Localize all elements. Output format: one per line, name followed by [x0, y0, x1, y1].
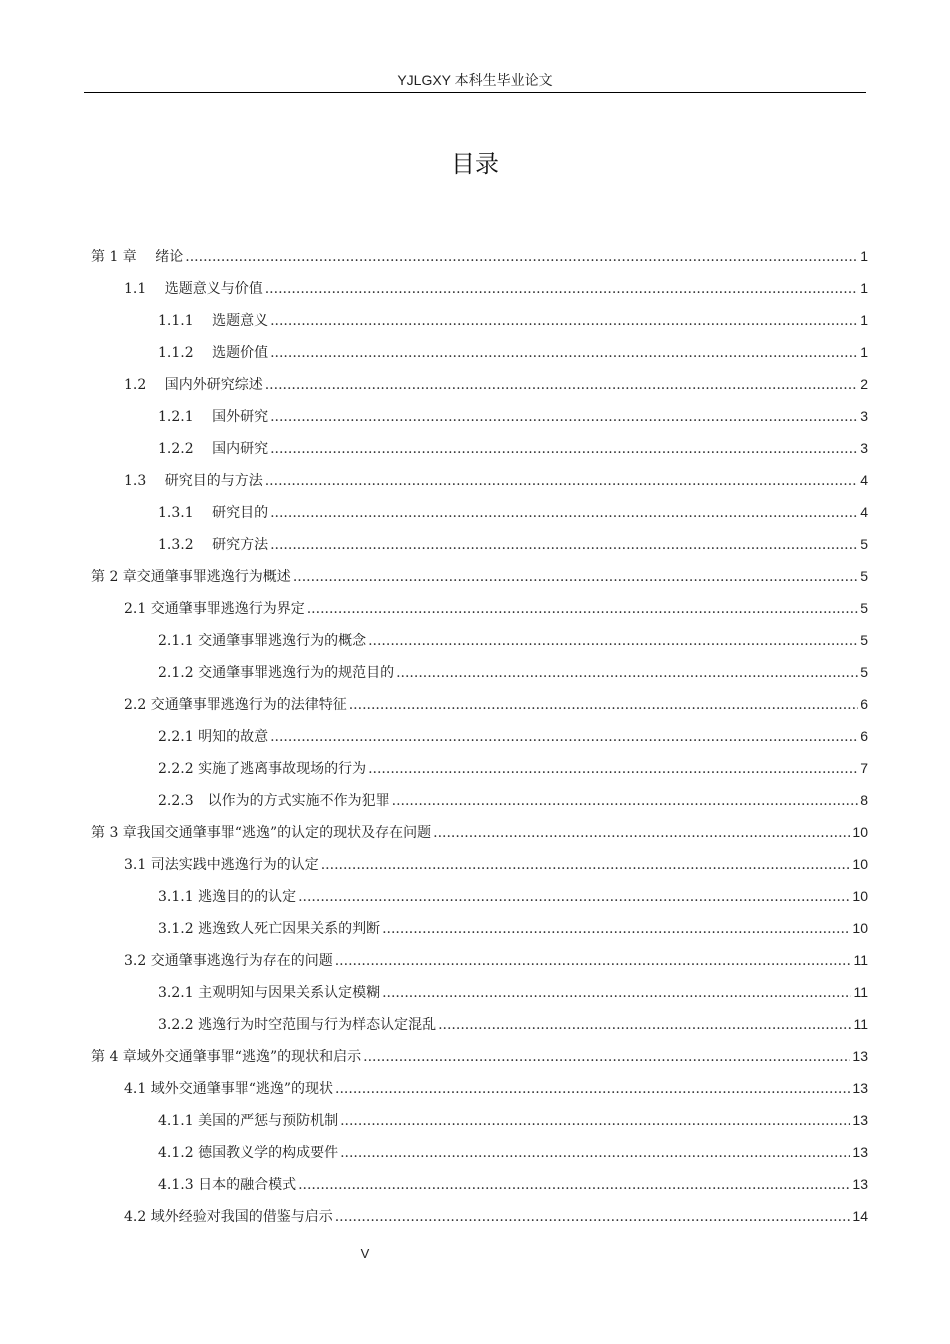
toc-entry-label: 4.2 域外经验对我国的借鉴与启示	[124, 1209, 333, 1225]
toc-dot-leader	[265, 273, 858, 305]
toc-entry[interactable]	[91, 1168, 868, 1200]
toc-dot-leader	[335, 945, 852, 977]
toc-entry-page: 5	[860, 632, 868, 648]
toc-entry-page: 10	[852, 824, 868, 840]
table-of-contents	[91, 240, 868, 1232]
toc-entry-page: 5	[860, 568, 868, 584]
toc-entry[interactable]	[91, 656, 868, 688]
toc-entry-page: 1	[860, 248, 868, 264]
toc-entry-page: 10	[852, 920, 868, 936]
toc-entry-label: 1.2.2 国内研究	[158, 441, 269, 457]
toc-entry-label: 1.3.2 研究方法	[158, 537, 269, 553]
toc-dot-leader	[265, 465, 858, 497]
toc-entry-page: 6	[860, 696, 868, 712]
toc-entry-page: 11	[853, 952, 868, 968]
toc-entry-label: 2.1.2 交通肇事罪逃逸行为的规范目的	[158, 665, 395, 681]
toc-entry[interactable]	[91, 784, 868, 816]
toc-entry[interactable]	[91, 400, 868, 432]
toc-entry-label: 4.1.1 美国的严惩与预防机制	[158, 1113, 339, 1129]
footer-page-number: V	[360, 1246, 370, 1261]
toc-entry-label: 2.1 交通肇事罪逃逸行为界定	[124, 601, 305, 617]
toc-entry-page: 14	[852, 1208, 868, 1224]
toc-entry[interactable]	[91, 976, 868, 1008]
toc-entry[interactable]	[91, 848, 868, 880]
toc-entry[interactable]	[91, 688, 868, 720]
toc-entry[interactable]	[91, 560, 868, 592]
toc-entry-page: 1	[860, 280, 868, 296]
page-footer	[0, 1246, 730, 1261]
toc-entry-page: 7	[860, 760, 868, 776]
toc-entry-page: 11	[853, 984, 868, 1000]
toc-entry-page: 13	[852, 1112, 868, 1128]
toc-dot-leader	[340, 1105, 850, 1137]
toc-entry[interactable]	[91, 464, 868, 496]
toc-entry[interactable]	[91, 624, 868, 656]
toc-entry[interactable]	[91, 272, 868, 304]
toc-entry[interactable]	[91, 752, 868, 784]
toc-entry-page: 13	[852, 1048, 868, 1064]
toc-entry-page: 13	[852, 1176, 868, 1192]
toc-entry-page: 5	[860, 536, 868, 552]
toc-entry[interactable]	[91, 720, 868, 752]
toc-entry-label: 1.3.1 研究目的	[158, 505, 269, 521]
toc-entry-label: 2.2 交通肇事罪逃逸行为的法律特征	[124, 697, 347, 713]
toc-entry-label: 1.2.1 国外研究	[158, 409, 269, 425]
toc-dot-leader	[270, 529, 858, 561]
toc-dot-leader	[392, 785, 859, 817]
toc-dot-leader	[270, 305, 858, 337]
toc-entry-label: 4.1.2 德国教义学的构成要件	[158, 1145, 339, 1161]
page-title: 目录	[451, 150, 499, 178]
toc-dot-leader	[270, 433, 858, 465]
toc-entry-label: 2.2.3 以作为的方式实施不作为犯罪	[158, 793, 390, 809]
toc-entry[interactable]	[91, 528, 868, 560]
toc-entry[interactable]	[91, 1040, 868, 1072]
toc-entry-page: 5	[860, 664, 868, 680]
toc-entry[interactable]	[91, 1008, 868, 1040]
toc-entry[interactable]	[91, 336, 868, 368]
toc-entry-page: 6	[860, 728, 868, 744]
toc-dot-leader	[265, 369, 858, 401]
toc-dot-leader	[270, 337, 858, 369]
toc-entry[interactable]	[91, 1136, 868, 1168]
toc-entry-page: 5	[860, 600, 868, 616]
toc-entry-page: 13	[852, 1080, 868, 1096]
toc-entry-page: 1	[860, 312, 868, 328]
toc-dot-leader	[185, 241, 858, 273]
toc-dot-leader	[335, 1201, 851, 1233]
toc-entry-label: 2.2.1 明知的故意	[158, 729, 269, 745]
toc-dot-leader	[382, 977, 851, 1009]
toc-dot-leader	[349, 689, 858, 721]
toc-entry-label: 3.1 司法实践中逃逸行为的认定	[124, 857, 319, 873]
toc-dot-leader	[270, 497, 858, 529]
toc-dot-leader	[321, 849, 851, 881]
toc-entry-label: 1.1.2 选题价值	[158, 345, 269, 361]
toc-entry-label: 第 4 章域外交通肇事罪“逃逸”的现状和启示	[91, 1049, 362, 1065]
header-text: YJLGXY 本科生毕业论文	[397, 72, 553, 88]
toc-entry[interactable]	[91, 880, 868, 912]
toc-dot-leader	[293, 561, 858, 593]
toc-entry-page: 10	[852, 888, 868, 904]
toc-dot-leader	[368, 753, 858, 785]
toc-entry-label: 2.1.1 交通肇事罪逃逸行为的概念	[158, 633, 367, 649]
toc-entry[interactable]	[91, 1072, 868, 1104]
toc-dot-leader	[396, 657, 858, 689]
toc-entry-page: 2	[860, 376, 868, 392]
toc-entry-label: 3.2.2 逃逸行为时空范围与行为样态认定混乱	[158, 1017, 437, 1033]
toc-entry[interactable]	[91, 1104, 868, 1136]
toc-entry-label: 4.1 域外交通肇事罪“逃逸”的现状	[124, 1081, 334, 1097]
toc-entry-page: 11	[853, 1016, 868, 1032]
toc-dot-leader	[270, 401, 858, 433]
toc-entry-page: 1	[860, 344, 868, 360]
toc-dot-leader	[438, 1009, 851, 1041]
toc-dot-leader	[335, 1073, 850, 1105]
toc-entry-label: 3.1.2 逃逸致人死亡因果关系的判断	[158, 921, 381, 937]
toc-dot-leader	[298, 1169, 850, 1201]
toc-entry-label: 3.2 交通肇事逃逸行为存在的问题	[124, 953, 333, 969]
toc-entry-page: 3	[860, 408, 868, 424]
toc-entry[interactable]	[91, 1200, 868, 1232]
toc-entry-page: 8	[860, 792, 868, 808]
toc-entry-label: 3.2.1 主观明知与因果关系认定模糊	[158, 985, 381, 1001]
toc-dot-leader	[363, 1041, 850, 1073]
toc-entry-label: 1.1 选题意义与价值	[124, 281, 263, 297]
toc-dot-leader	[270, 721, 858, 753]
toc-entry-label: 1.1.1 选题意义	[158, 313, 269, 329]
toc-entry-label: 2.2.2 实施了逃离事故现场的行为	[158, 761, 367, 777]
toc-dot-leader	[307, 593, 858, 625]
toc-dot-leader	[298, 881, 850, 913]
toc-entry-label: 4.1.3 日本的融合模式	[158, 1177, 297, 1193]
toc-entry-page: 4	[860, 504, 868, 520]
toc-dot-leader	[340, 1137, 850, 1169]
toc-entry-label: 第 3 章我国交通肇事罪“逃逸”的认定的现状及存在问题	[91, 825, 432, 841]
toc-entry-label: 第 2 章交通肇事罪逃逸行为概述	[91, 569, 291, 585]
toc-entry[interactable]	[91, 816, 868, 848]
toc-dot-leader	[368, 625, 858, 657]
toc-entry[interactable]	[91, 496, 868, 528]
toc-dot-leader	[382, 913, 850, 945]
toc-entry[interactable]	[91, 240, 868, 272]
toc-entry[interactable]	[91, 368, 868, 400]
toc-entry-label: 3.1.1 逃逸目的的认定	[158, 889, 297, 905]
toc-entry-label: 第 1 章 绪论	[91, 249, 184, 265]
toc-entry[interactable]	[91, 432, 868, 464]
toc-entry-page: 10	[852, 856, 868, 872]
toc-entry-label: 1.3 研究目的与方法	[124, 473, 263, 489]
page-header	[84, 68, 866, 93]
toc-entry[interactable]	[91, 592, 868, 624]
toc-entry[interactable]	[91, 304, 868, 336]
toc-entry[interactable]	[91, 944, 868, 976]
toc-entry-page: 13	[852, 1144, 868, 1160]
toc-dot-leader	[433, 817, 850, 849]
toc-entry-page: 3	[860, 440, 868, 456]
toc-entry[interactable]	[91, 912, 868, 944]
toc-entry-page: 4	[860, 472, 868, 488]
toc-entry-label: 1.2 国内外研究综述	[124, 377, 263, 393]
